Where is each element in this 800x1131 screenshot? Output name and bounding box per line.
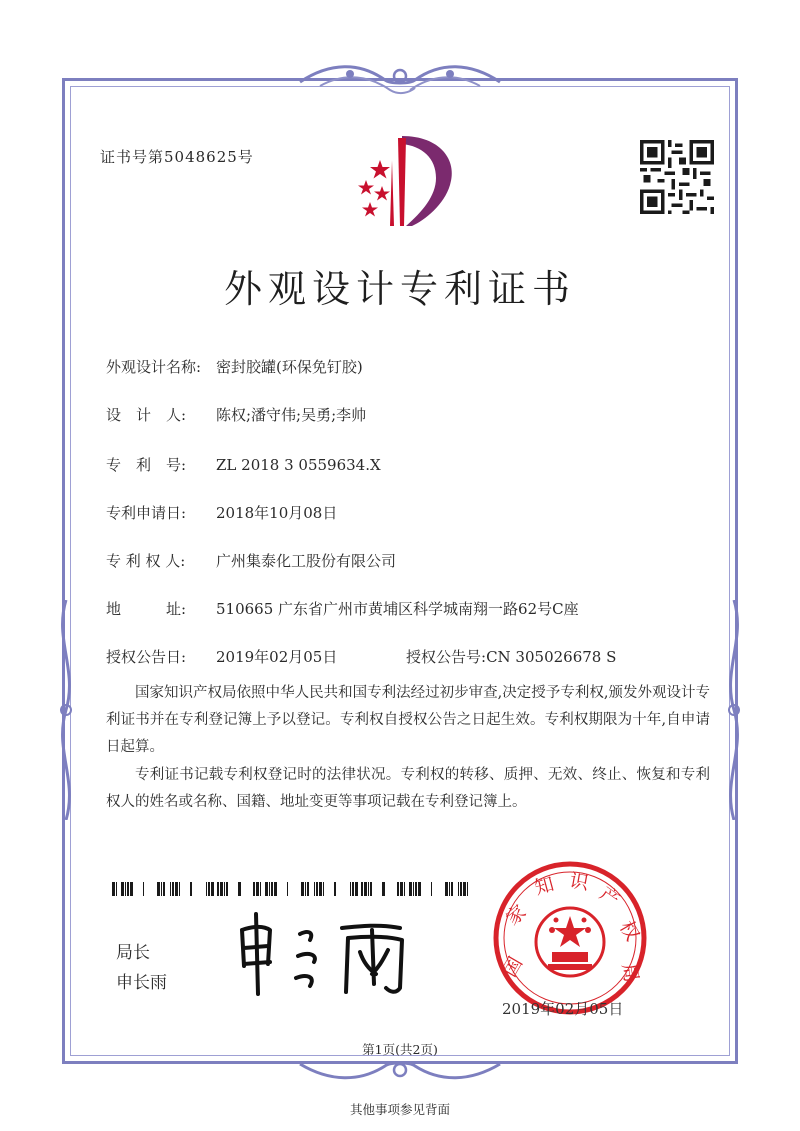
grant-number-label: 授权公告号: xyxy=(406,648,487,666)
svg-text:国: 国 xyxy=(498,953,528,981)
official-seal-icon xyxy=(490,858,650,1018)
left-ornament-icon xyxy=(54,600,78,820)
patent-office-logo-icon xyxy=(340,130,460,230)
svg-text:权: 权 xyxy=(614,917,644,945)
patent-number-value: ZL 2018 3 0559634.X xyxy=(216,456,381,474)
footer-note: 其他事项参见背面 xyxy=(349,1102,450,1117)
certificate-number: 证书号第5048625号 xyxy=(100,148,254,166)
patentee-value: 广州集泰化工股份有限公司 xyxy=(216,552,397,570)
qr-code-icon xyxy=(640,140,714,214)
grant-date-label: 授权公告日: xyxy=(106,648,187,666)
right-ornament-icon xyxy=(722,600,746,820)
patentee-label: 专 利 权 人: xyxy=(106,552,186,570)
grant-date-value: 2019年02月05日 xyxy=(216,648,338,666)
barcode-icon xyxy=(112,882,472,896)
svg-text:产: 产 xyxy=(595,882,624,912)
patent-number-label: 专 利 号: xyxy=(106,456,187,474)
grant-number-value: CN 305026678 S xyxy=(486,648,617,666)
svg-text:家: 家 xyxy=(501,900,531,930)
grant-number-row xyxy=(406,646,616,667)
address-value: 510665 广东省广州市黄埔区科学城南翔一路62号C座 xyxy=(216,600,579,618)
filing-date-label: 专利申请日: xyxy=(106,504,187,522)
designer-label: 设 计 人: xyxy=(106,406,187,424)
patent-number-row xyxy=(106,454,381,475)
director-signature-icon xyxy=(230,908,420,998)
design-name-label: 外观设计名称: xyxy=(106,358,202,376)
svg-text:局: 局 xyxy=(617,961,643,985)
filing-date-value: 2018年10月08日 xyxy=(216,504,338,522)
director-name: 申长雨 xyxy=(116,973,167,993)
address-label: 地 址: xyxy=(106,600,187,618)
design-name-value: 密封胶罐(环保免钉胶) xyxy=(216,358,363,376)
top-ornament-icon xyxy=(290,62,510,102)
designer-row xyxy=(106,404,366,425)
address-row xyxy=(106,598,579,619)
statement-paragraph-1: 国家知识产权局依照中华人民共和国专利法经过初步审查,决定授予专利权,颁发外观设计专利证书并在专利登记簿上予以登记。专利权自授权公告之日起生效。专利权期限为十年,自申请日起算。 xyxy=(106,685,710,755)
filing-date-row xyxy=(106,502,337,523)
seal-date: 2019年02月05日 xyxy=(502,1000,624,1018)
statement-paragraph-2: 专利证书记载专利权登记时的法律状况。专利权的转移、质押、无效、终止、恢复和专利权人的姓名或名称、国籍、地址变更等事项记载在专利登记簿上。 xyxy=(106,767,710,810)
grant-date-row xyxy=(106,646,337,667)
svg-text:知: 知 xyxy=(532,873,557,900)
certificate-title: 外观设计专利证书 xyxy=(223,267,576,311)
patentee-row xyxy=(106,550,396,571)
page-number: 第1页(共2页) xyxy=(362,1042,438,1057)
svg-text:识: 识 xyxy=(567,869,591,895)
design-name-row xyxy=(106,356,363,377)
designer-value: 陈权;潘守伟;吴勇;李帅 xyxy=(216,406,367,424)
director-title: 局长 xyxy=(116,943,150,963)
